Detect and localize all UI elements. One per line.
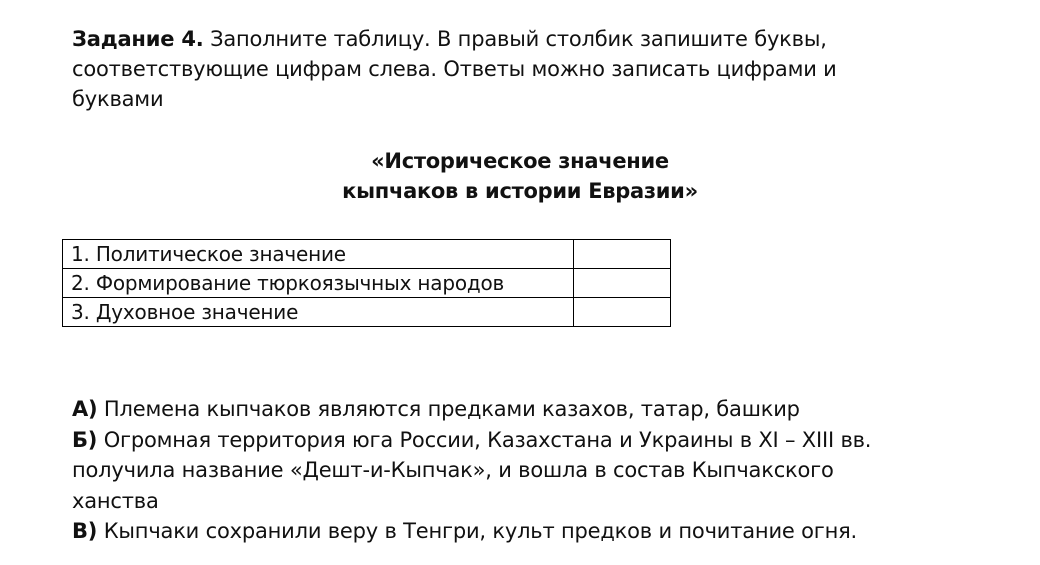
option-a <box>72 394 972 425</box>
table-row-item: 3. Духовное значение <box>63 298 574 327</box>
table-row <box>63 269 671 298</box>
answer-cell[interactable] <box>574 269 671 298</box>
answer-cell[interactable] <box>574 298 671 327</box>
table-row-item: 1. Политическое значение <box>63 240 574 269</box>
option-b-text-line-1: Огромная территория юга России, Казахстана и Украины в XI – XIII вв. <box>97 427 872 452</box>
table-title-line-2: кыпчаков в истории Евразии» <box>342 179 698 203</box>
answer-cell[interactable] <box>574 240 671 269</box>
table-row <box>63 298 671 327</box>
option-v <box>72 516 972 547</box>
table-title-line-1: «Историческое значение <box>371 149 669 173</box>
task-instruction-line-3: буквами <box>72 87 164 111</box>
option-v-text: Кыпчаки сохранили веру в Тенгри, культ предков и почитание огня. <box>97 519 858 543</box>
option-b-label: Б) <box>72 427 98 452</box>
task-instruction-line-2: соответствующие цифрам слева. Ответы можно записать цифрами и <box>72 57 837 81</box>
table-row-item: 2. Формирование тюркоязычных народов <box>63 269 574 298</box>
option-a-text: Племена кыпчаков являются предками казахов, татар, башкир <box>97 397 800 421</box>
option-b-text-line-3: ханства <box>72 488 159 513</box>
option-a-label: А) <box>72 397 98 421</box>
option-b-text-line-2: получила название «Дешт-и-Кыпчак», и вошла в состав Кыпчакского <box>72 458 834 482</box>
matching-table <box>62 239 671 327</box>
task-label: Задание 4. <box>72 27 204 51</box>
option-v-label: В) <box>72 519 98 543</box>
option-b <box>72 425 972 517</box>
answer-options <box>72 394 972 547</box>
table-title <box>260 146 780 206</box>
task-instruction <box>72 24 952 114</box>
table-row <box>63 240 671 269</box>
task-instruction-line-1: Заполните таблицу. В правый столбик запишите буквы, <box>203 27 827 51</box>
